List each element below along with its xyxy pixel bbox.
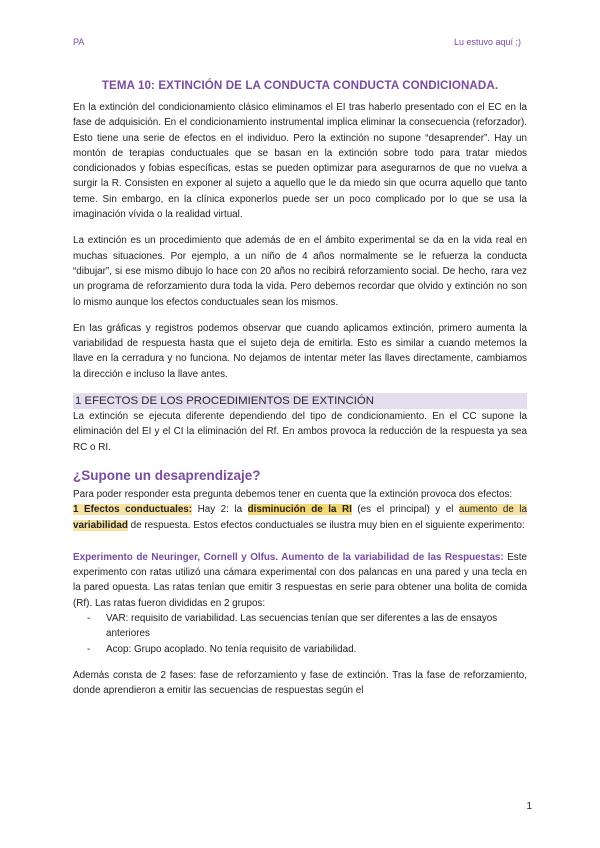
page-title: TEMA 10: EXTINCIÓN DE LA CONDUCTA CONDUCTA CONDICIONADA. — [101, 79, 499, 92]
subsection-heading-desaprendizaje: ¿Supone un desaprendizaje? — [73, 467, 261, 483]
list-item: - VAR: requisito de variabilidad. Las secuencias tenían que ser diferentes a las de ensayos anteriores — [106, 611, 527, 642]
header-right: Lu estuvo aquí ;) — [453, 37, 521, 47]
experiment-title: Experimento de Neuringer, Cornell y Olfus. Aumento de la variabilidad de las Respuestas: — [73, 551, 504, 563]
effect-disminucion: disminución de la RI — [247, 504, 352, 516]
paragraph-1: En la extinción del condicionamiento clásico eliminamos el EI tras haberlo presentado con el EC en la fase de adquisición. En el condicionamiento instrumental implica eliminar la consecuencia (reforzador). Esto tiene una serie de efectos en el individuo. Pero la extinción no supone “desaprender”. Hay un montón de terapias conductuales que se basan en la extinción sobre todo para tratar miedos condicionados y fobias específicas, estas se pueden optimizar para asegurarnos de que no vuelva a surgir la R. Consisten en exponer al sujeto a aquello que le da miedo sin que ocurra aquello que tanto teme. Sin embargo, en la clínica exponerlos puede ser un poco complicado por lo que se usa la imaginación vívida o la realidad virtual. — [73, 102, 527, 221]
list-item: - Acop: Grupo acoplado. No tenía requisito de variabilidad. — [106, 642, 527, 657]
effects-pre: Hay 2: la — [192, 504, 248, 516]
effects-post: de respuesta. Estos efectos conductuales se ilustra muy bien en el siguiente experimento: — [127, 519, 525, 531]
section-heading-efectos: 1 EFECTOS DE LOS PROCEDIMIENTOS DE EXTINCIÓN — [73, 393, 527, 409]
header-left: PA — [73, 37, 85, 47]
effects-paragraph — [73, 502, 527, 533]
page-number: 1 — [526, 801, 532, 812]
effect-aumento: aumento de la — [458, 504, 527, 516]
document-body — [73, 100, 527, 710]
section-1-text: La extinción se ejecuta diferente dependiendo del tipo de condicionamiento. En el CC supone la eliminación del EI y el CI la eliminación del Rf. En ambos provoca la reducción de la respuesta ya sea RC o RI. — [73, 411, 527, 453]
effect-variabilidad: variabilidad — [73, 519, 128, 531]
effects-label: 1 Efectos conductuales: — [73, 504, 193, 516]
paragraph-2: La extinción es un procedimiento que además de en el ámbito experimental se da en la vida real en muchas situaciones. Por ejemplo, a un niño de 4 años normalmente se le refuerza la conducta “dibujar”, si ese mismo dibujo lo hace con 20 años no recibirá reforzamiento social. De hecho, rara vez un programa de reforzamiento dura toda la vida. Pero debemos recordar que olvido y extinción no son lo mismo aunque los efectos conductuales sean los mismos. — [73, 235, 527, 308]
paragraph-3: En las gráficas y registros podemos observar que cuando aplicamos extinción, primero aumenta la variabilidad de respuesta hasta que el sujeto deja de emitirla. Esto es similar a cuando metemos la llave en la cerradura y no funciona. No dejamos de intentar meter las llaves directamente, cambiamos la dirección e incluso la llave antes. — [73, 322, 527, 380]
effects-mid: (es el principal) y el — [351, 504, 459, 516]
group-list — [73, 611, 527, 657]
experiment-paragraph — [73, 550, 527, 611]
experiment-final: Además consta de 2 fases: fase de reforzamiento y fase de extinción. Tras la fase de reforzamiento, donde aprendieron a emitir las secuencias de respuestas según el — [73, 669, 527, 697]
experiment-text: Este experimento con ratas utilizó una cámara experimental con dos palancas en una pared y una tecla en la pared opuesta. Las ratas tenían que emitir 3 respuestas en serie para obtener una bolita de comida (Rf). Las ratas fueron divididas en 2 grupos: — [73, 551, 527, 609]
subsection-intro: Para poder responder esta pregunta debemos tener en cuenta que la extinción provoca dos efectos: — [73, 488, 513, 500]
